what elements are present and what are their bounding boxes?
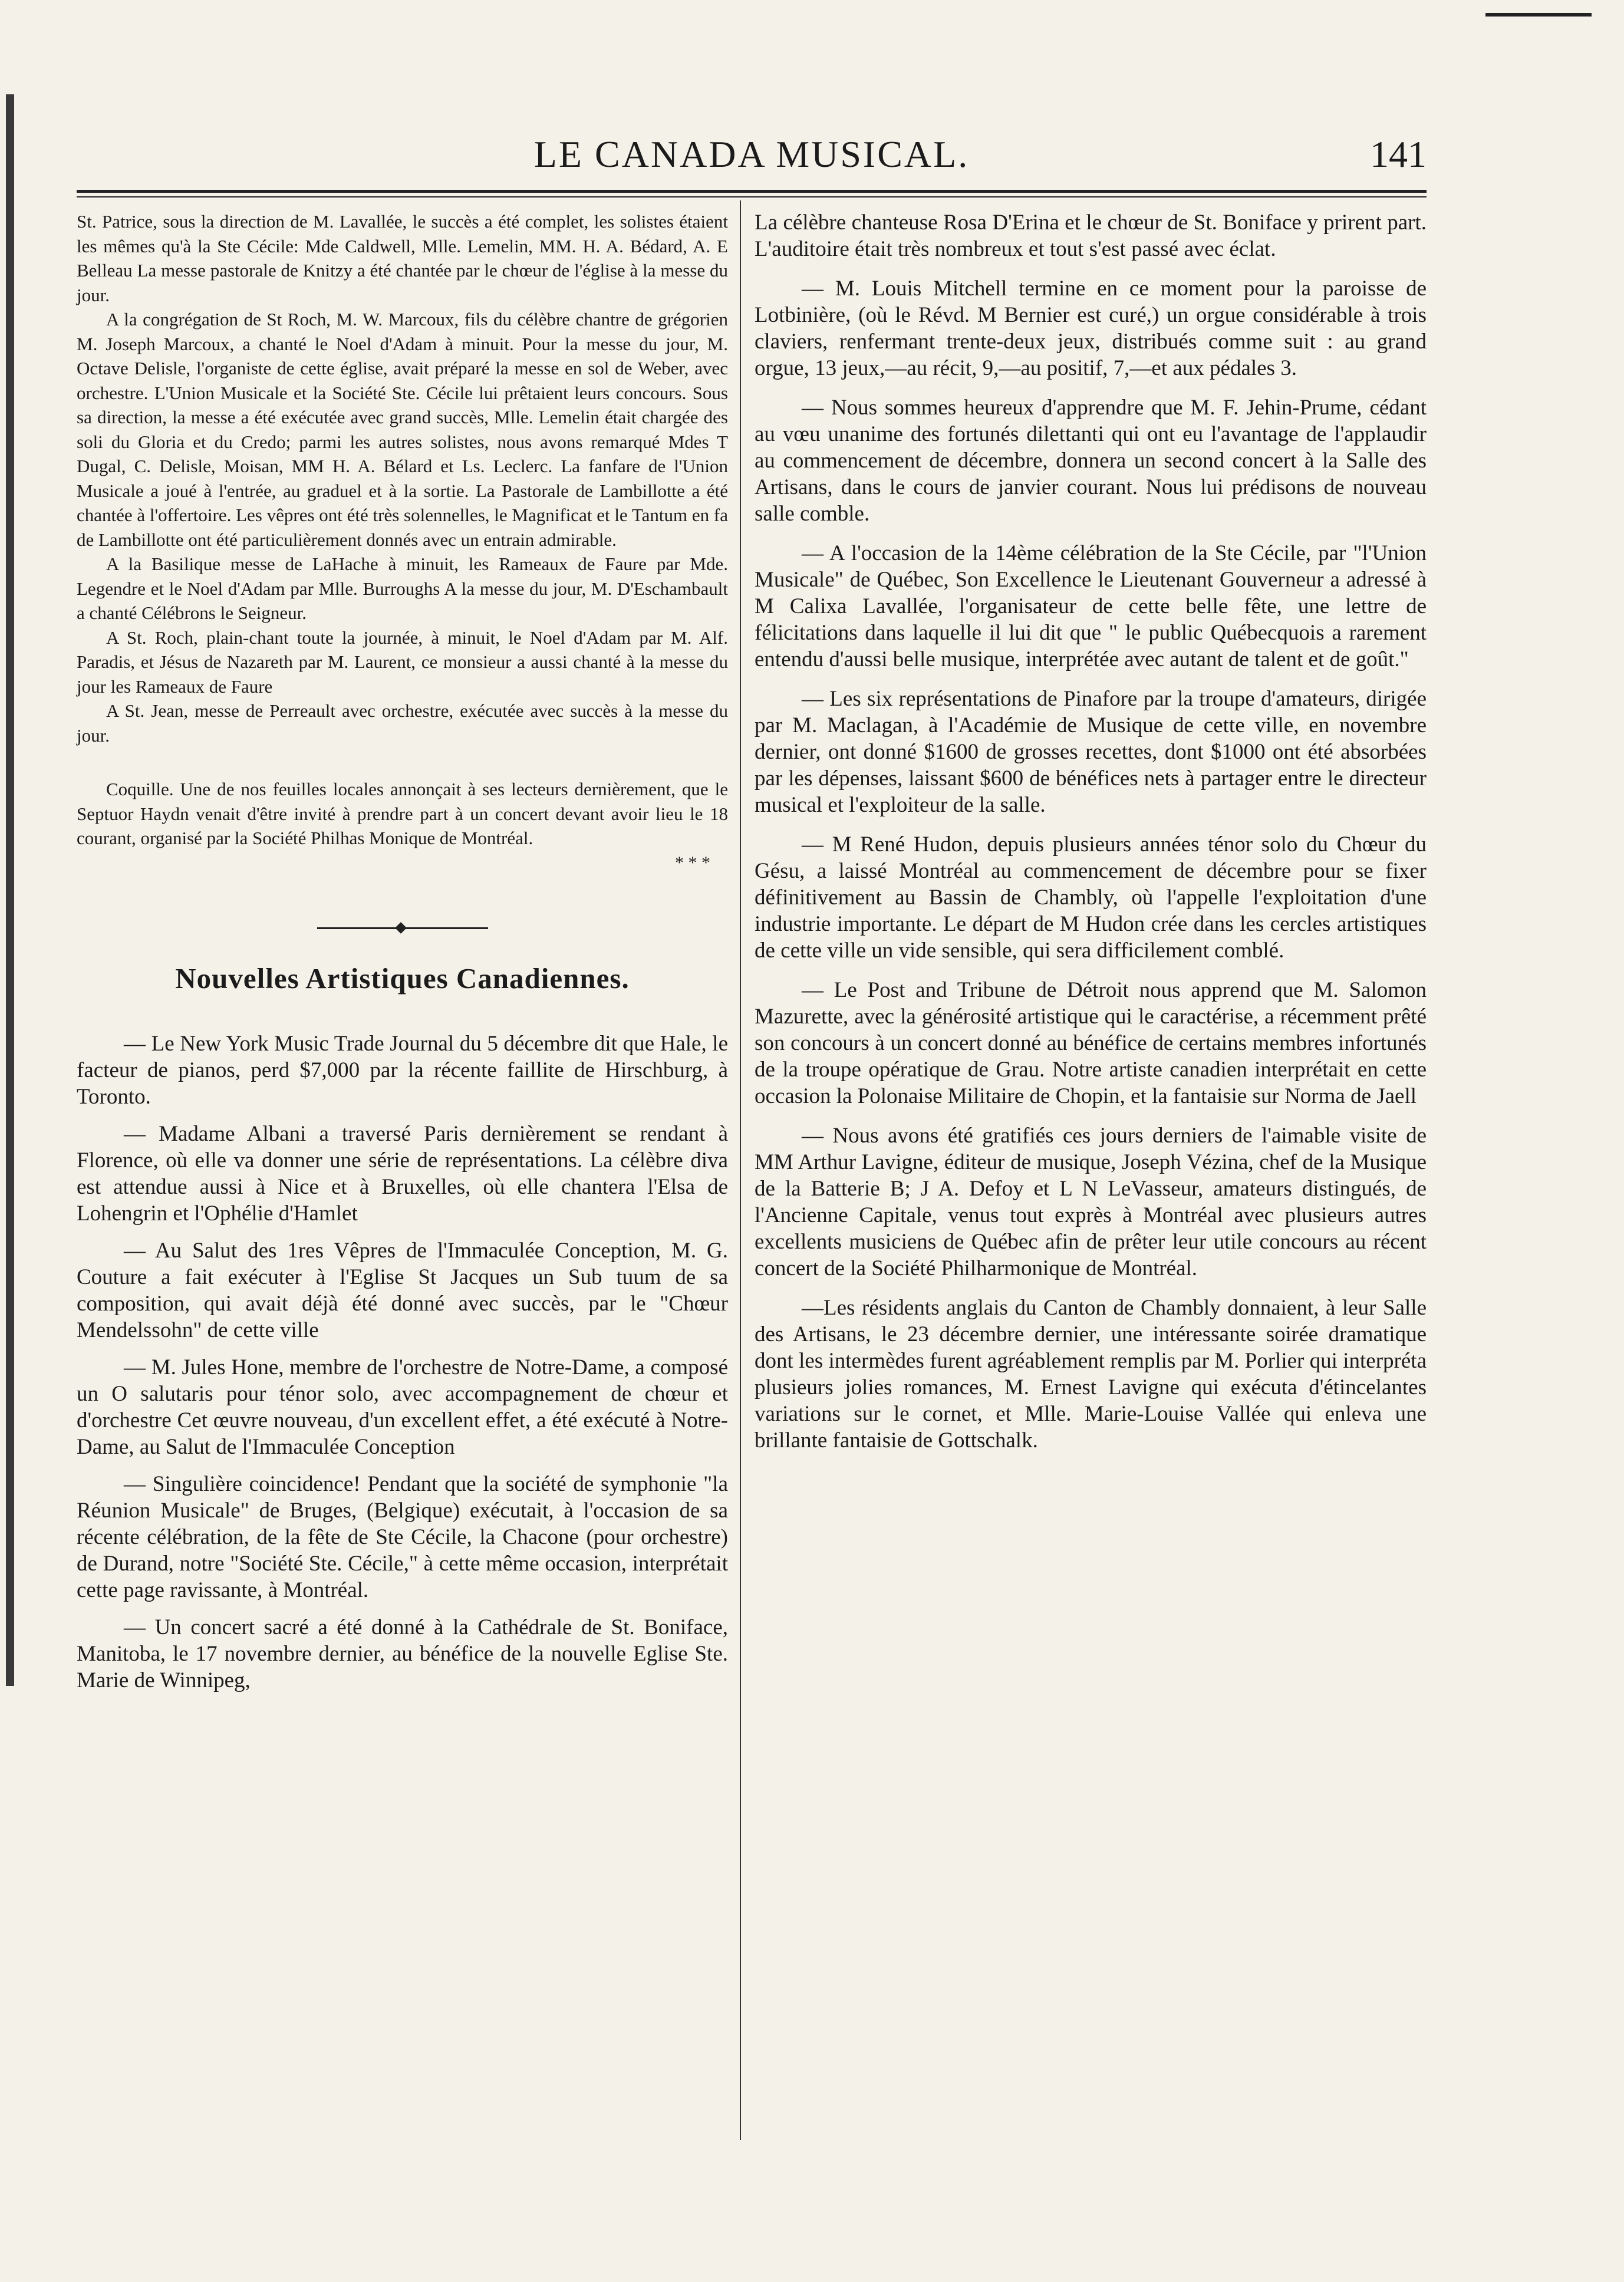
article-paragraph: A la Basilique messe de LaHache à minuit, les Rameaux de Faure par Mde. Legendre et le Noel d'Adam par Mlle. Burroughs A la messe du jour, M. D'Eschambault a chanté Célébrons le Seigneur. <box>77 554 728 623</box>
news-item: — Le Post and Tribune de Détroit nous apprend que M. Salomon Mazurette, avec la générosité artistique qui le caractérise, a récemment prêté son concours à un concert donné au bénéfice de certains membres infortunés de la troupe opératique de Grau. Notre artiste canadien interprétait en cette occasion la Polonaise Militaire de Chopin, et la fantaisie sur Norma de Jaell <box>755 978 1427 1108</box>
article-paragraph: A St. Jean, messe de Perreault avec orchestre, exécutée avec succès à la messe du jour. <box>77 700 728 746</box>
header-rule-thin <box>77 196 1427 197</box>
news-item: — Les six représentations de Pinafore par la troupe d'amateurs, dirigée par M. Maclagan, à l'Académie de Musique de cette ville, en novembre dernier, ont donné $1600 de grosses recettes, dont $1000 ont été absorbées par les dépenses, laissant $600 de bénéfices nets à partager entre le directeur musical et l'exploiteur de la salle. <box>755 687 1427 817</box>
coquille-paragraph: Coquille. Une de nos feuilles locales annonçait à ses lecteurs dernièrement, que le Septuor Haydn venait d'être invité à prendre part à un concert devant avoir lieu le 18 courant, organisé par la Société Philhas Monique de Montréal. <box>77 779 728 848</box>
news-items-right <box>755 209 1427 1454</box>
asterism: * * * <box>675 852 710 872</box>
left-column <box>77 209 728 1704</box>
section-ornament <box>317 924 488 932</box>
news-item: — Singulière coincidence! Pendant que la société de symphonie "la Réunion Musicale" de Bruges, (Belgique) exécutait, à l'occasion de sa récente célébration, de la fête de Ste Cécile, la Chacone (pour orchestre) de Durand, notre "Société Ste. Cécile," à cette même occasion, interprétait cette page ravissante, à Montréal. <box>77 1471 728 1602</box>
article-paragraph: St. Patrice, sous la direction de M. Lavallée, le succès a été complet, les solistes étaient les mêmes qu'à la Ste Cécile: Mde Caldwell, Mlle. Lemelin, MM. H. A. Bédard, A. E Belleau La messe pastorale de Knitzy a été chantée par le chœur de l'église à la messe du jour. <box>77 211 728 305</box>
section-title: Nouvelles Artistiques Canadiennes. <box>175 961 630 995</box>
article-paragraph: A la congrégation de St Roch, M. W. Marcoux, fils du célèbre chantre de grégorien M. Joseph Marcoux, a chanté le Noel d'Adam à minuit. Pour la messe du jour, M. Octave Delisle, l'organiste de cette église, avait préparé la messe en sol de Weber, avec orchestre. L'Union Musicale et la Société Ste. Cécile lui prêtaient leurs concours. Sous sa direction, la messe a été exécutée avec grand succès, Mlle. Lemelin était chargée des soli du Gloria et du Credo; parmi les autres solistes, nous avons remarqué Mdes T Dugal, C. Delisle, Moisan, MM H. A. Bélard et Ls. Leclerc. La fanfare de l'Union Musicale a joué à l'entrée, au graduel et à la sortie. La Pastorale de Lambillotte a été chantée à l'offertoire. Les vêpres ont été très solennelles, le Magnificat et le Tantum en fa de Lambillotte ont été particulièrement donnés avec un entrain admirable. <box>77 309 728 550</box>
news-item: La célèbre chanteuse Rosa D'Erina et le chœur de St. Boniface y prirent part. L'auditoire était très nombreux et tout s'est passé avec éclat. <box>755 210 1427 261</box>
news-item: — Nous avons été gratifiés ces jours derniers de l'aimable visite de MM Arthur Lavigne, éditeur de musique, Joseph Vézina, chef de la Musique de la Batterie B; J A. Defoy et L N LeVasseur, amateurs distingués, de l'Ancienne Capitale, venus tout exprès à Montréal avec plusieurs autres excellents musiciens de Québec afin de prêter leur utile concours au récent concert de la Société Philharmonique de Montréal. <box>755 1124 1427 1280</box>
news-item: — M. Jules Hone, membre de l'orchestre de Notre-Dame, a composé un O salutaris pour ténor solo, avec accompagnement de chœur et d'orchestre Cet œuvre nouveau, d'un excellent effet, a été exécuté à Notre-Dame, au Salut de l'Immaculée Conception <box>77 1355 728 1459</box>
column-divider <box>740 200 741 2140</box>
news-item: — Nous sommes heureux d'apprendre que M. F. Jehin-Prume, cédant au vœu unanime des fortunés dilettanti qui ont eu l'avantage de l'applaudir au commencement de décembre, donnera un second concert à la Salle des Artisans, dans le cours de janvier courant. Nous lui prédisons de nouveau salle comble. <box>755 396 1427 526</box>
news-item: — Au Salut des 1res Vêpres de l'Immaculée Conception, M. G. Couture a fait exécuter à l'Eglise St Jacques un Sub tuum de sa composition, qui avait déjà été donné avec succès, par le "Chœur Mendelssohn" de cette ville <box>77 1238 728 1342</box>
news-item: — A l'occasion de la 14ème célébration de la Ste Cécile, par "l'Union Musicale" de Québec, Son Excellence le Lieutenant Gouverneur a adressé à M Calixa Lavallée, l'organisateur de cette belle fête, une lettre de félicitations dans laquelle il lui dit que " le public Québecquois a rarement entendu d'aussi belle musique, interprétée avec autant de talent et de goût." <box>755 541 1427 671</box>
news-item: — M René Hudon, depuis plusieurs années ténor solo du Chœur du Gésu, a laissé Montréal au commencement de décembre pour se fixer définitivement au Bassin de Chambly, où l'appelle l'exploitation d'une industrie importante. Le départ de M Hudon crée dans les cercles artistiques de cette ville un vide sensible, qui sera difficilement comblé. <box>755 832 1427 963</box>
news-item: —Les résidents anglais du Canton de Chambly donnaient, à leur Salle des Artisans, le 23 décembre dernier, une intéressante soirée dramatique dont les intermèdes furent agréablement remplis par M. Porlier qui interpréta plusieurs jolies romances, M. Ernest Lavigne qui exécuta d'étincelantes variations sur le cornet, et Mlle. Marie-Louise Vallée qui enleva une brillante fantaisie de Gottschalk. <box>755 1296 1427 1453</box>
church-report <box>77 209 728 877</box>
news-item: — M. Louis Mitchell termine en ce moment pour la paroisse de Lotbinière, (où le Révd. M Bernier est curé,) un orgue considérable à trois claviers, renfermant trente-deux jeux, distribués comme suit : au grand orgue, 13 jeux,—au récit, 9,—au positif, 7,—et aux pédales 3. <box>755 276 1427 380</box>
news-item: — Un concert sacré a été donné à la Cathédrale de St. Boniface, Manitoba, le 17 novembre dernier, au bénéfice de la nouvelle Eglise Ste. Marie de Winnipeg, <box>77 1615 728 1692</box>
right-column <box>755 209 1427 1467</box>
binding-edge <box>6 94 14 1686</box>
page-number: 141 <box>1370 133 1427 175</box>
top-rule <box>1485 13 1592 17</box>
news-item: — Madame Albani a traversé Paris dernièrement se rendant à Florence, où elle va donner une série de représentations. La célèbre diva est attendue aussi à Nice et à Bruxelles, où elle chantera l'Elsa de Lohengrin et l'Ophélie d'Hamlet <box>77 1121 728 1226</box>
journal-title: LE CANADA MUSICAL. <box>533 133 970 175</box>
article-paragraph: A St. Roch, plain-chant toute la journée, à minuit, le Noel d'Adam par M. Alf. Paradis, et Jésus de Nazareth par M. Laurent, ce monsieur a aussi chanté à la messe du jour les Rameaux de Faure <box>77 627 728 697</box>
page-header <box>77 127 1427 180</box>
news-items-left <box>77 1030 728 1694</box>
news-item: — Le New York Music Trade Journal du 5 décembre dit que Hale, le facteur de pianos, perd $7,000 par la récente faillite de Hirschburg, à Toronto. <box>77 1031 728 1109</box>
header-rule <box>77 190 1427 193</box>
